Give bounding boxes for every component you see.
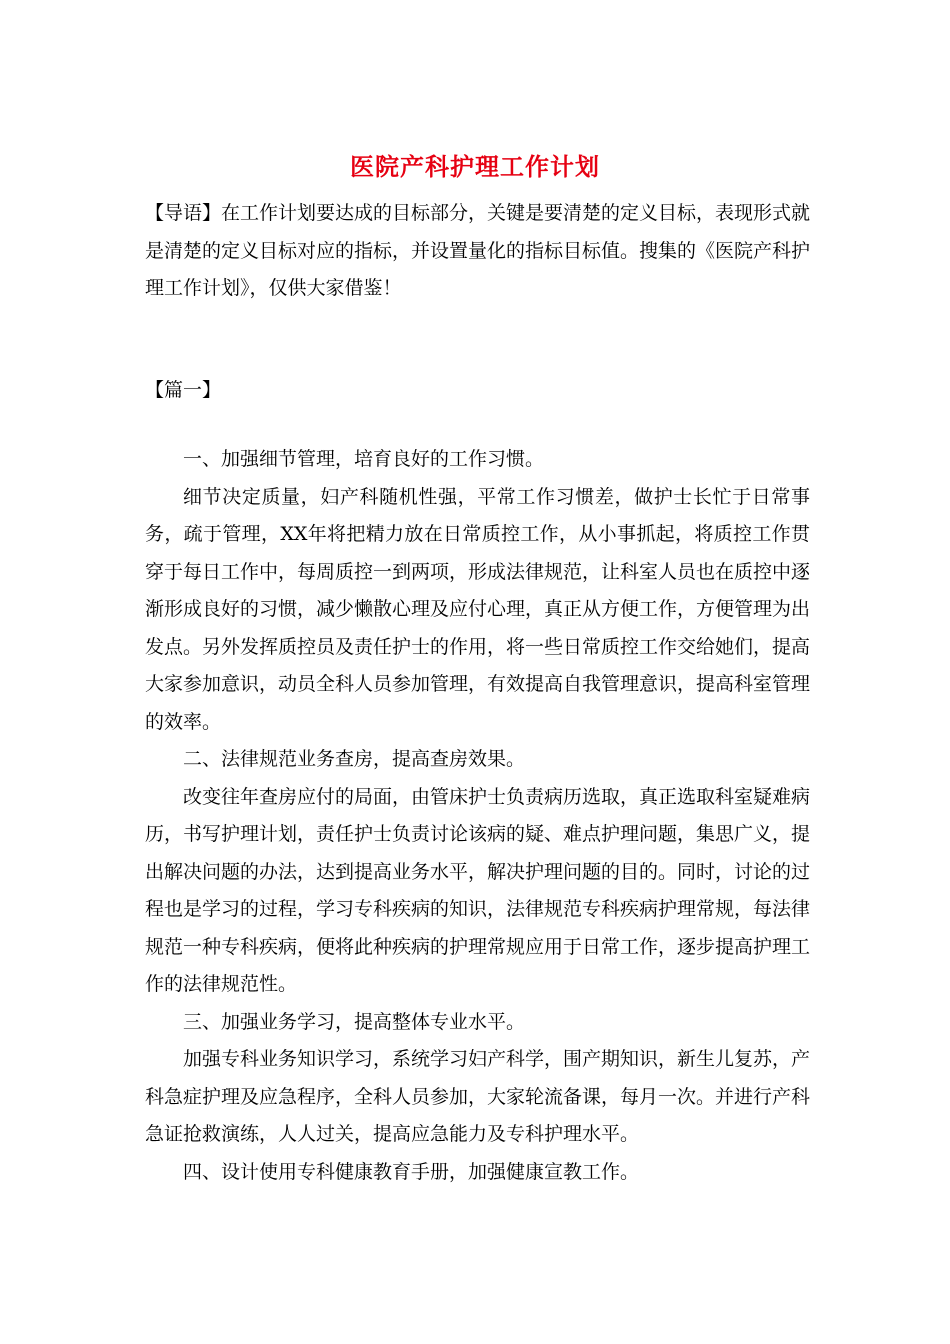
paragraph-3: 加强专科业务知识学习，系统学习妇产科学，围产期知识，新生儿复苏，产科急症护理及应急程序，全科人员参加，大家轮流备课，每月一次。并进行产科急证抢救演练，人人过关，提高应急能力及专科护理水平。 (145, 1048, 811, 1145)
document-body (145, 441, 810, 1191)
paragraph-1: 细节决定质量，妇产科随机性强，平常工作习惯差，做护士长忙于日常事务，疏于管理，XX年将把精力放在日常质控工作，从小事抓起，将质控工作贯穿于每日工作中，每周质控一到两项，形成法律规范，让科室人员也在质控中逐渐形成良好的习惯，减少懒散心理及应付心理，真正从方便工作，方便管理为出发点。另外发挥质控员及责任护士的作用，将一些日常质控工作交给她们，提高大家参加意识，动员全科人员参加管理，有效提高自我管理意识，提高科室管理的效率。 (145, 485, 811, 733)
heading-3: 三、加强业务学习，提高整体专业水平。 (183, 1010, 526, 1033)
heading-1: 一、加强细节管理，培育良好的工作习惯。 (183, 448, 545, 470)
heading-2: 二、法律规范业务查房，提高查房效果。 (183, 748, 526, 770)
document-title: 医院产科护理工作计划 (350, 152, 600, 181)
paragraph-2: 改变往年查房应付的局面，由管床护士负责病历选取，真正选取科室疑难病历，书写护理计划，责任护士负责讨论该病的疑、难点护理问题，集思广义，提出解决问题的办法，达到提高业务水平，解决护理问题的目的。同时，讨论的过程也是学习的过程，学习专科疾病的知识，法律规范专科疾病护理常规，每法律规范一种专科疾病，便将此种疾病的护理常规应用于日常工作，逐步提高护理工作的法律规范性。 (145, 785, 811, 995)
heading-4: 四、设计使用专科健康教育手册，加强健康宣教工作。 (183, 1160, 640, 1183)
section-label: 【篇一】 (145, 379, 222, 401)
intro-paragraph: 【导语】在工作计划要达成的目标部分，关键是要清楚的定义目标，表现形式就是清楚的定义目标对应的指标，并设置量化的指标目标值。搜集的《医院产科护理工作计划》，仅供大家借鉴！ (145, 202, 811, 299)
